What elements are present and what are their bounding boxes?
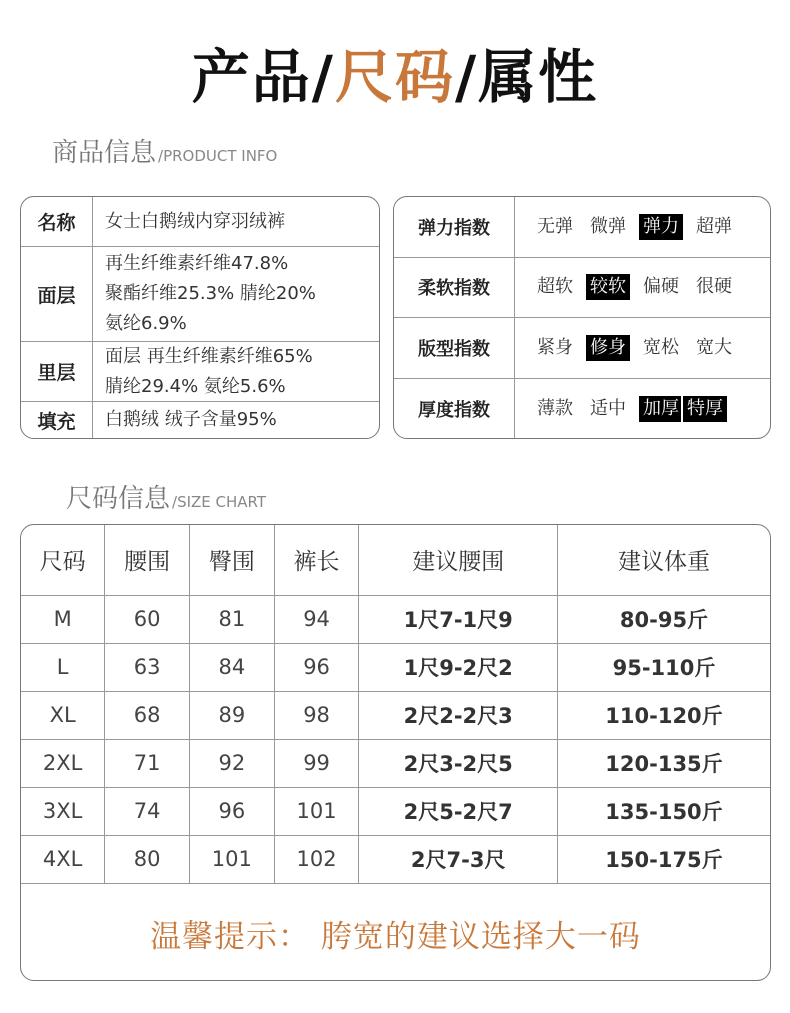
tip-text: 温馨提示： 胯宽的建议选择大一码 (150, 918, 641, 955)
size-table-cell: 98 (274, 691, 359, 739)
size-chart-heading-cn: 尺码信息 (66, 484, 171, 514)
index-option-selected: 特厚 (681, 396, 727, 422)
size-table-row (21, 595, 770, 643)
title-part-2: 尺码 (334, 43, 455, 111)
info-value-line: 白鹅绒 绒子含量95% (105, 409, 277, 430)
index-option: 超软 (537, 276, 573, 298)
index-option: 很硬 (696, 276, 732, 298)
size-table-cell: 2尺5-2尺7 (359, 787, 558, 835)
index-label: 版型指数 (394, 318, 515, 378)
info-row (21, 247, 379, 342)
size-table-cell: 101 (190, 835, 275, 883)
index-label: 弹力指数 (394, 197, 515, 257)
size-table-header-cell: 建议体重 (557, 525, 770, 595)
size-table-row (21, 787, 770, 835)
size-table-header-cell: 裤长 (274, 525, 359, 595)
size-chart-heading-en: /SIZE CHART (172, 493, 267, 511)
index-option: 偏硬 (643, 276, 679, 298)
product-info-heading-en: /PRODUCT INFO (158, 147, 278, 165)
size-table-cell: 1尺9-2尺2 (359, 643, 558, 691)
size-table-cell: 96 (190, 787, 275, 835)
size-table-cell: 80-95斤 (557, 595, 770, 643)
index-option: 超弹 (696, 215, 732, 237)
index-option: 宽大 (696, 336, 732, 358)
size-table-cell: 120-135斤 (557, 739, 770, 787)
size-table-cell: 2尺2-2尺3 (359, 691, 558, 739)
info-label: 面层 (21, 247, 93, 341)
size-chart-heading (66, 478, 266, 515)
info-row (21, 197, 379, 247)
size-table-cell: 102 (274, 835, 359, 883)
index-option-selected: 加厚 (639, 396, 683, 422)
size-table-cell: 84 (190, 643, 275, 691)
size-table-row (21, 691, 770, 739)
product-info-table (20, 196, 380, 439)
size-table-cell: 99 (274, 739, 359, 787)
info-value-line: 再生纤维素纤维47.8% (105, 253, 289, 274)
size-table-cell: 101 (274, 787, 359, 835)
info-value-line: 面层 再生纤维素纤维65% (105, 345, 313, 367)
size-table-cell: 80 (105, 835, 190, 883)
info-row (21, 342, 379, 402)
size-table-cell: 135-150斤 (557, 787, 770, 835)
info-value-line: 氨纶6.9% (105, 313, 187, 334)
index-options (515, 197, 770, 257)
info-value (93, 342, 379, 401)
size-table-cell: 60 (105, 595, 190, 643)
size-table-row (21, 739, 770, 787)
info-value-line: 腈纶29.4% 氨纶5.6% (105, 375, 286, 397)
size-table-cell: 4XL (21, 835, 105, 883)
index-row (394, 318, 770, 379)
info-value (93, 402, 379, 438)
size-table-cell: 2尺3-2尺5 (359, 739, 558, 787)
size-table-header-cell: 尺码 (21, 525, 105, 595)
size-table-cell: 150-175斤 (557, 835, 770, 883)
size-table-cell: 1尺7-1尺9 (359, 595, 558, 643)
size-table-cell: L (21, 643, 105, 691)
index-option: 微弹 (590, 215, 626, 237)
size-table-cell: 2XL (21, 739, 105, 787)
index-option: 适中 (590, 397, 626, 419)
info-value-line: 聚酯纤维25.3% 腈纶20% (105, 283, 316, 304)
product-info-heading-cn: 商品信息 (52, 138, 157, 168)
size-table-header-cell: 臀围 (190, 525, 275, 595)
size-table-cell: 81 (190, 595, 275, 643)
index-option-selected: 较软 (586, 274, 630, 300)
info-row (21, 402, 379, 438)
size-table-cell: 94 (274, 595, 359, 643)
size-table-row (21, 835, 770, 883)
title-part-3: /属性 (455, 43, 599, 111)
page-title (0, 30, 790, 114)
info-value (93, 247, 379, 341)
index-row (394, 379, 770, 440)
info-label: 里层 (21, 342, 93, 401)
product-info-heading (52, 132, 277, 169)
size-table-cell: 110-120斤 (557, 691, 770, 739)
index-options (515, 379, 770, 440)
size-table-cell: 74 (105, 787, 190, 835)
size-table-cell: 68 (105, 691, 190, 739)
size-table-cell: 71 (105, 739, 190, 787)
index-option-selected: 修身 (586, 335, 630, 361)
size-table-cell: 89 (190, 691, 275, 739)
index-label: 厚度指数 (394, 379, 515, 440)
size-table-header-cell: 建议腰围 (359, 525, 558, 595)
index-option: 紧身 (537, 336, 573, 358)
size-table-cell: XL (21, 691, 105, 739)
size-table-cell: 92 (190, 739, 275, 787)
size-table-cell: 95-110斤 (557, 643, 770, 691)
size-table-cell: 3XL (21, 787, 105, 835)
index-table (393, 196, 771, 439)
index-option: 宽松 (643, 336, 679, 358)
size-chart (20, 524, 771, 981)
index-option: 无弹 (537, 215, 573, 237)
size-table-cell: M (21, 595, 105, 643)
info-label: 填充 (21, 402, 93, 438)
size-table-cell: 2尺7-3尺 (359, 835, 558, 883)
size-table (21, 525, 770, 884)
info-value (93, 197, 379, 246)
info-value-line: 女士白鹅绒内穿羽绒裤 (105, 210, 285, 232)
index-options (515, 258, 770, 318)
title-part-1: 产品/ (191, 43, 335, 111)
index-label: 柔软指数 (394, 258, 515, 318)
index-row (394, 197, 770, 258)
index-option-selected: 弹力 (639, 214, 683, 240)
size-table-header-cell: 腰围 (105, 525, 190, 595)
index-options (515, 318, 770, 378)
size-table-cell: 63 (105, 643, 190, 691)
size-table-header (21, 525, 770, 595)
size-table-cell: 96 (274, 643, 359, 691)
index-option: 薄款 (537, 397, 573, 419)
size-table-row (21, 643, 770, 691)
info-label: 名称 (21, 197, 93, 246)
index-row (394, 258, 770, 319)
